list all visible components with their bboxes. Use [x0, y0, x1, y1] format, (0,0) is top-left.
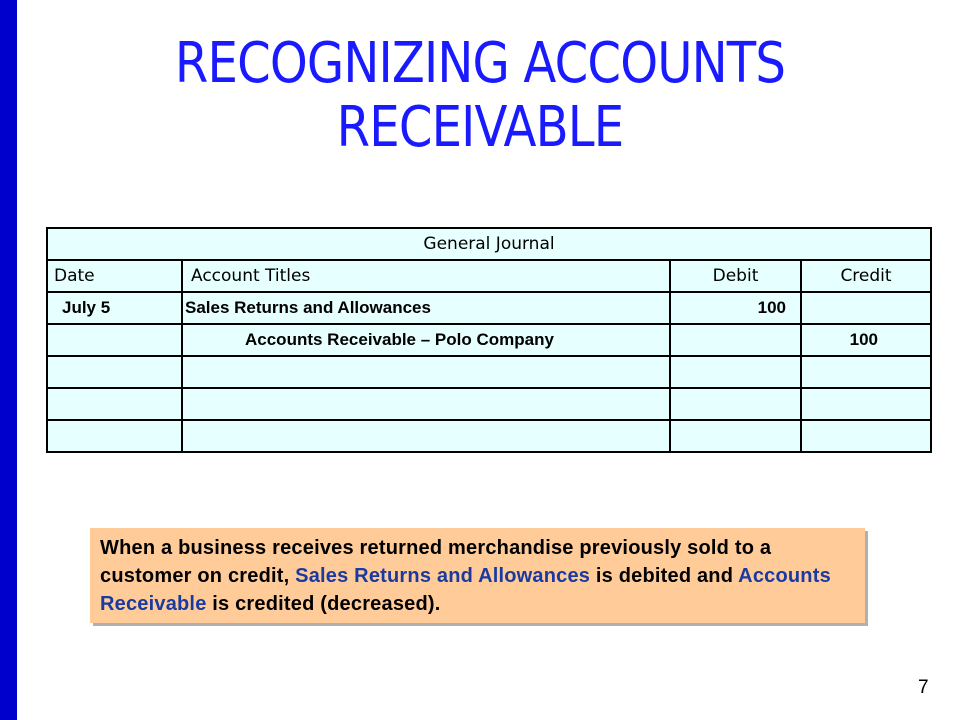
- explanation-note: [90, 528, 865, 623]
- entry-date: [47, 388, 182, 420]
- title-line-2: RECEIVABLE: [336, 95, 624, 160]
- entry-debit: [670, 356, 801, 388]
- table-row: [47, 324, 931, 356]
- entry-debit: [670, 388, 801, 420]
- page-number: 7: [918, 677, 929, 698]
- note-text-2: is debited and: [590, 565, 739, 587]
- entry-account: Sales Returns and Allowances: [182, 292, 670, 324]
- entry-credit: [801, 292, 931, 324]
- entry-account: [182, 356, 670, 388]
- entry-debit: 100: [670, 292, 801, 324]
- entry-date: [47, 420, 182, 452]
- table-row: [47, 420, 931, 452]
- entry-credit: 100: [801, 324, 931, 356]
- note-text-3: is credited (decreased).: [206, 593, 441, 615]
- slide-title: [102, 32, 859, 160]
- table-row: [47, 388, 931, 420]
- entry-date: [47, 324, 182, 356]
- entry-account: [182, 420, 670, 452]
- entry-account: [182, 388, 670, 420]
- entry-credit: [801, 356, 931, 388]
- column-header-debit: Debit: [670, 260, 801, 292]
- entry-date: [47, 356, 182, 388]
- entry-credit: [801, 388, 931, 420]
- entry-debit: [670, 324, 801, 356]
- column-header-credit: Credit: [801, 260, 931, 292]
- entry-date: July 5: [47, 292, 182, 324]
- journal-title: General Journal: [47, 228, 931, 260]
- entry-account: Accounts Receivable – Polo Company: [182, 324, 670, 356]
- general-journal-table: [46, 227, 932, 453]
- journal-title-row: [47, 228, 931, 260]
- left-accent-bar: [0, 0, 17, 720]
- note-text-1: When a business receives returned merchandise previously sold to a customer on credit,: [100, 537, 772, 587]
- journal-header-row: [47, 260, 931, 292]
- table-row: [47, 356, 931, 388]
- note-highlight-sales-returns: Sales Returns and Allowances: [295, 565, 591, 587]
- table-row: [47, 292, 931, 324]
- column-header-account-titles: Account Titles: [182, 260, 670, 292]
- column-header-date: Date: [47, 260, 182, 292]
- entry-debit: [670, 420, 801, 452]
- note-highlight-accounts-receivable: Accounts Receivable: [100, 565, 831, 615]
- title-line-1: RECOGNIZING ACCOUNTS: [174, 31, 786, 96]
- entry-credit: [801, 420, 931, 452]
